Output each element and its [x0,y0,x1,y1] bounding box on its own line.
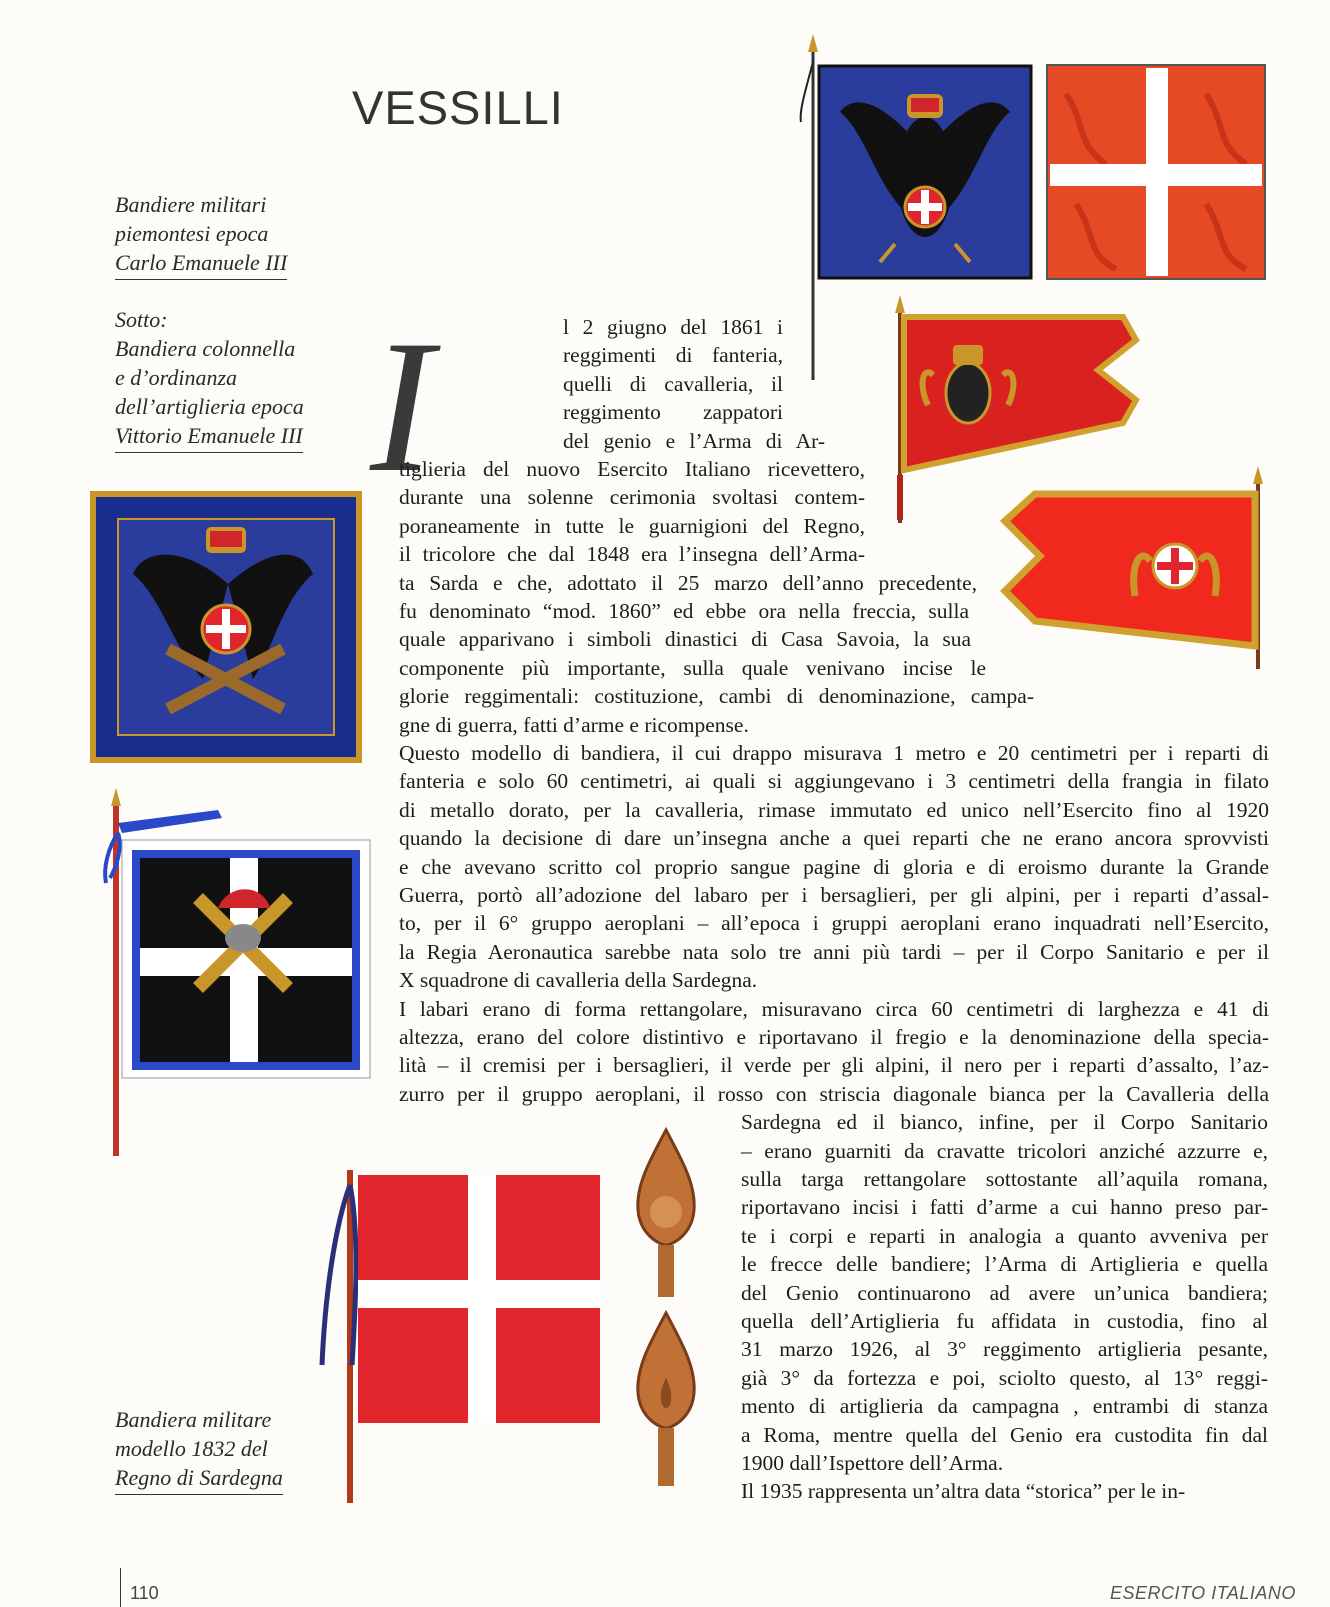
body-line: di metallo dorato, per la cavalleria, rimase immutato ed unico nell’Esercito fino al 1920 [399,797,1269,822]
caption-sotto: Sotto: Bandiera colonnella e d’ordinanza dell’artiglieria epoca Vittorio Emanuele III [115,305,304,453]
footer-brand: ESERCITO ITALIANO [1110,1583,1296,1603]
body-line: durante una solenne cerimonia svoltasi contem- [399,485,865,510]
page-title: VESSILLI [352,81,564,134]
body-line: le frecce delle bandiere; l’Arma di Artiglieria e quella [741,1252,1268,1277]
flag-bersaglieri [78,788,378,1158]
flag-red-white-cross [1046,64,1268,282]
body-line: del Genio continuarono ad avere un’unica bandiera; [741,1280,1268,1305]
body-line: ta Sarda e che, adottato il 25 marzo dell’anno precedente, [399,570,977,595]
body-line: glorie reggimentali: costituzione, cambi di denominazione, campa- [399,684,1034,709]
pole-finial-2 [630,1313,702,1488]
body-line: del genio e l’Arma di Ar- [563,428,825,453]
body-line: Sardegna ed il bianco, infine, per il Corpo Sanitario [741,1110,1268,1135]
body-line: X squadrone di cavalleria della Sardegna. [399,968,758,993]
body-line: sulla targa rettangolare sottostante all’aquila romana, [741,1167,1268,1191]
body-line: fu denominato “mod. 1860” ed ebbe ora nella freccia, sulla [399,599,969,623]
body-line: reggimento zappatori [563,400,783,425]
body-line: tiglieria del nuovo Esercito Italiano ricevettero, [399,457,865,481]
body-line: lità – il cremisi per i bersaglieri, il verde per gli alpini, il nero per i reparti d’assalto, l’az- [399,1053,1269,1078]
body-line: componente più importante, sulla quale venivano incise le [399,655,986,680]
body-line: e che avevano scritto col proprio sangue pagine di gloria e di eroismo durante la Grande [399,854,1269,879]
body-line: mento di artiglieria da campagna , entrambi di stanza [741,1394,1268,1419]
body-line: 31 marzo 1926, al 3° reggimento artiglieria pesante, [741,1337,1268,1362]
flag-1832-sardegna [310,1165,605,1505]
flag-swallowtail-2 [1000,466,1270,671]
body-line: la Regia Aeronautica sarebbe nata solo tre anni più tardi – per il Corpo Sanitario e per il [399,939,1269,964]
body-line: fanteria e solo 60 centimetri, ai quali si aggiungevano i 3 centimetri della frangia in filato [399,769,1269,794]
body-line: Guerra, portò all’adozione del labaro per i bersaglieri, per gli alpini, per i reparti d’assal- [399,883,1269,907]
body-line: zurro per il gruppo aeroplani, il rosso con striscia diagonale bianca per la Cavalleria della [399,1081,1269,1106]
body-line: l 2 giugno del 1861 i [563,315,783,339]
body-line: quella dell’Artiglieria fu affidata in custodia, fino al [741,1309,1268,1333]
body-line: quando la decisione di dare un’insegna anche a quei reparti che ne erano ancora sprovvisti [399,826,1269,851]
body-line: I labari erano di forma rettangolare, misuravano circa 60 centimetri di larghezza e 41 di [399,996,1269,1021]
body-line: quale apparivano i simboli dinastici di Casa Savoia, la sua [399,627,971,652]
caption-bottom: Bandiera militare modello 1832 del Regno di Sardegna [115,1405,283,1495]
caption-top: Bandiere militari piemontesi epoca Carlo Emanuele III [115,190,287,280]
drop-cap: I [370,302,434,512]
body-line: te i corpi e reparti in analogia a quanto avveniva per [741,1223,1268,1248]
body-line: Questo modello di bandiera, il cui drappo misurava 1 metro e 20 centimetri per i reparti di [399,741,1269,765]
body-line: Il 1935 rappresenta un’altra data “storica” per le in- [741,1479,1186,1504]
page-number: 110 [130,1583,159,1603]
pole-finial-1 [630,1130,702,1300]
body-line: poraneamente in tutte le guarnigioni del Regno, [399,513,865,538]
body-line: – erano guarniti da cravatte tricolori anziché azzurre e, [741,1138,1268,1163]
body-line: 1900 dall’Ispettore dell’Arma. [741,1451,1004,1475]
body-line: quelli di cavalleria, il [563,371,783,396]
body-line: reggimenti di fanteria, [563,343,783,368]
body-line: già 3° da fortezza e poi, sciolto questo, al 13° reggi- [741,1365,1268,1390]
body-line: a Roma, mentre quella del Genio era custodita fin dal [741,1422,1268,1447]
flag-artillery-blue [88,489,365,767]
footer-divider [120,1568,121,1607]
body-line: il tricolore che dal 1848 era l’insegna dell’Arma- [399,542,865,567]
body-line: gne di guerra, fatti d’arme e ricompense. [399,712,749,737]
body-line: riportavano incisi i fatti d’arme a cui hanno preso par- [741,1195,1268,1220]
body-line: to, per il 6° gruppo aeroplani – all’epoca i gruppi aeroplani erano inquadrati nell’Esercito, [399,911,1269,936]
body-line: altezza, erano del colore distintivo e riportavano il fregio e la denominazione della specia- [399,1025,1269,1049]
